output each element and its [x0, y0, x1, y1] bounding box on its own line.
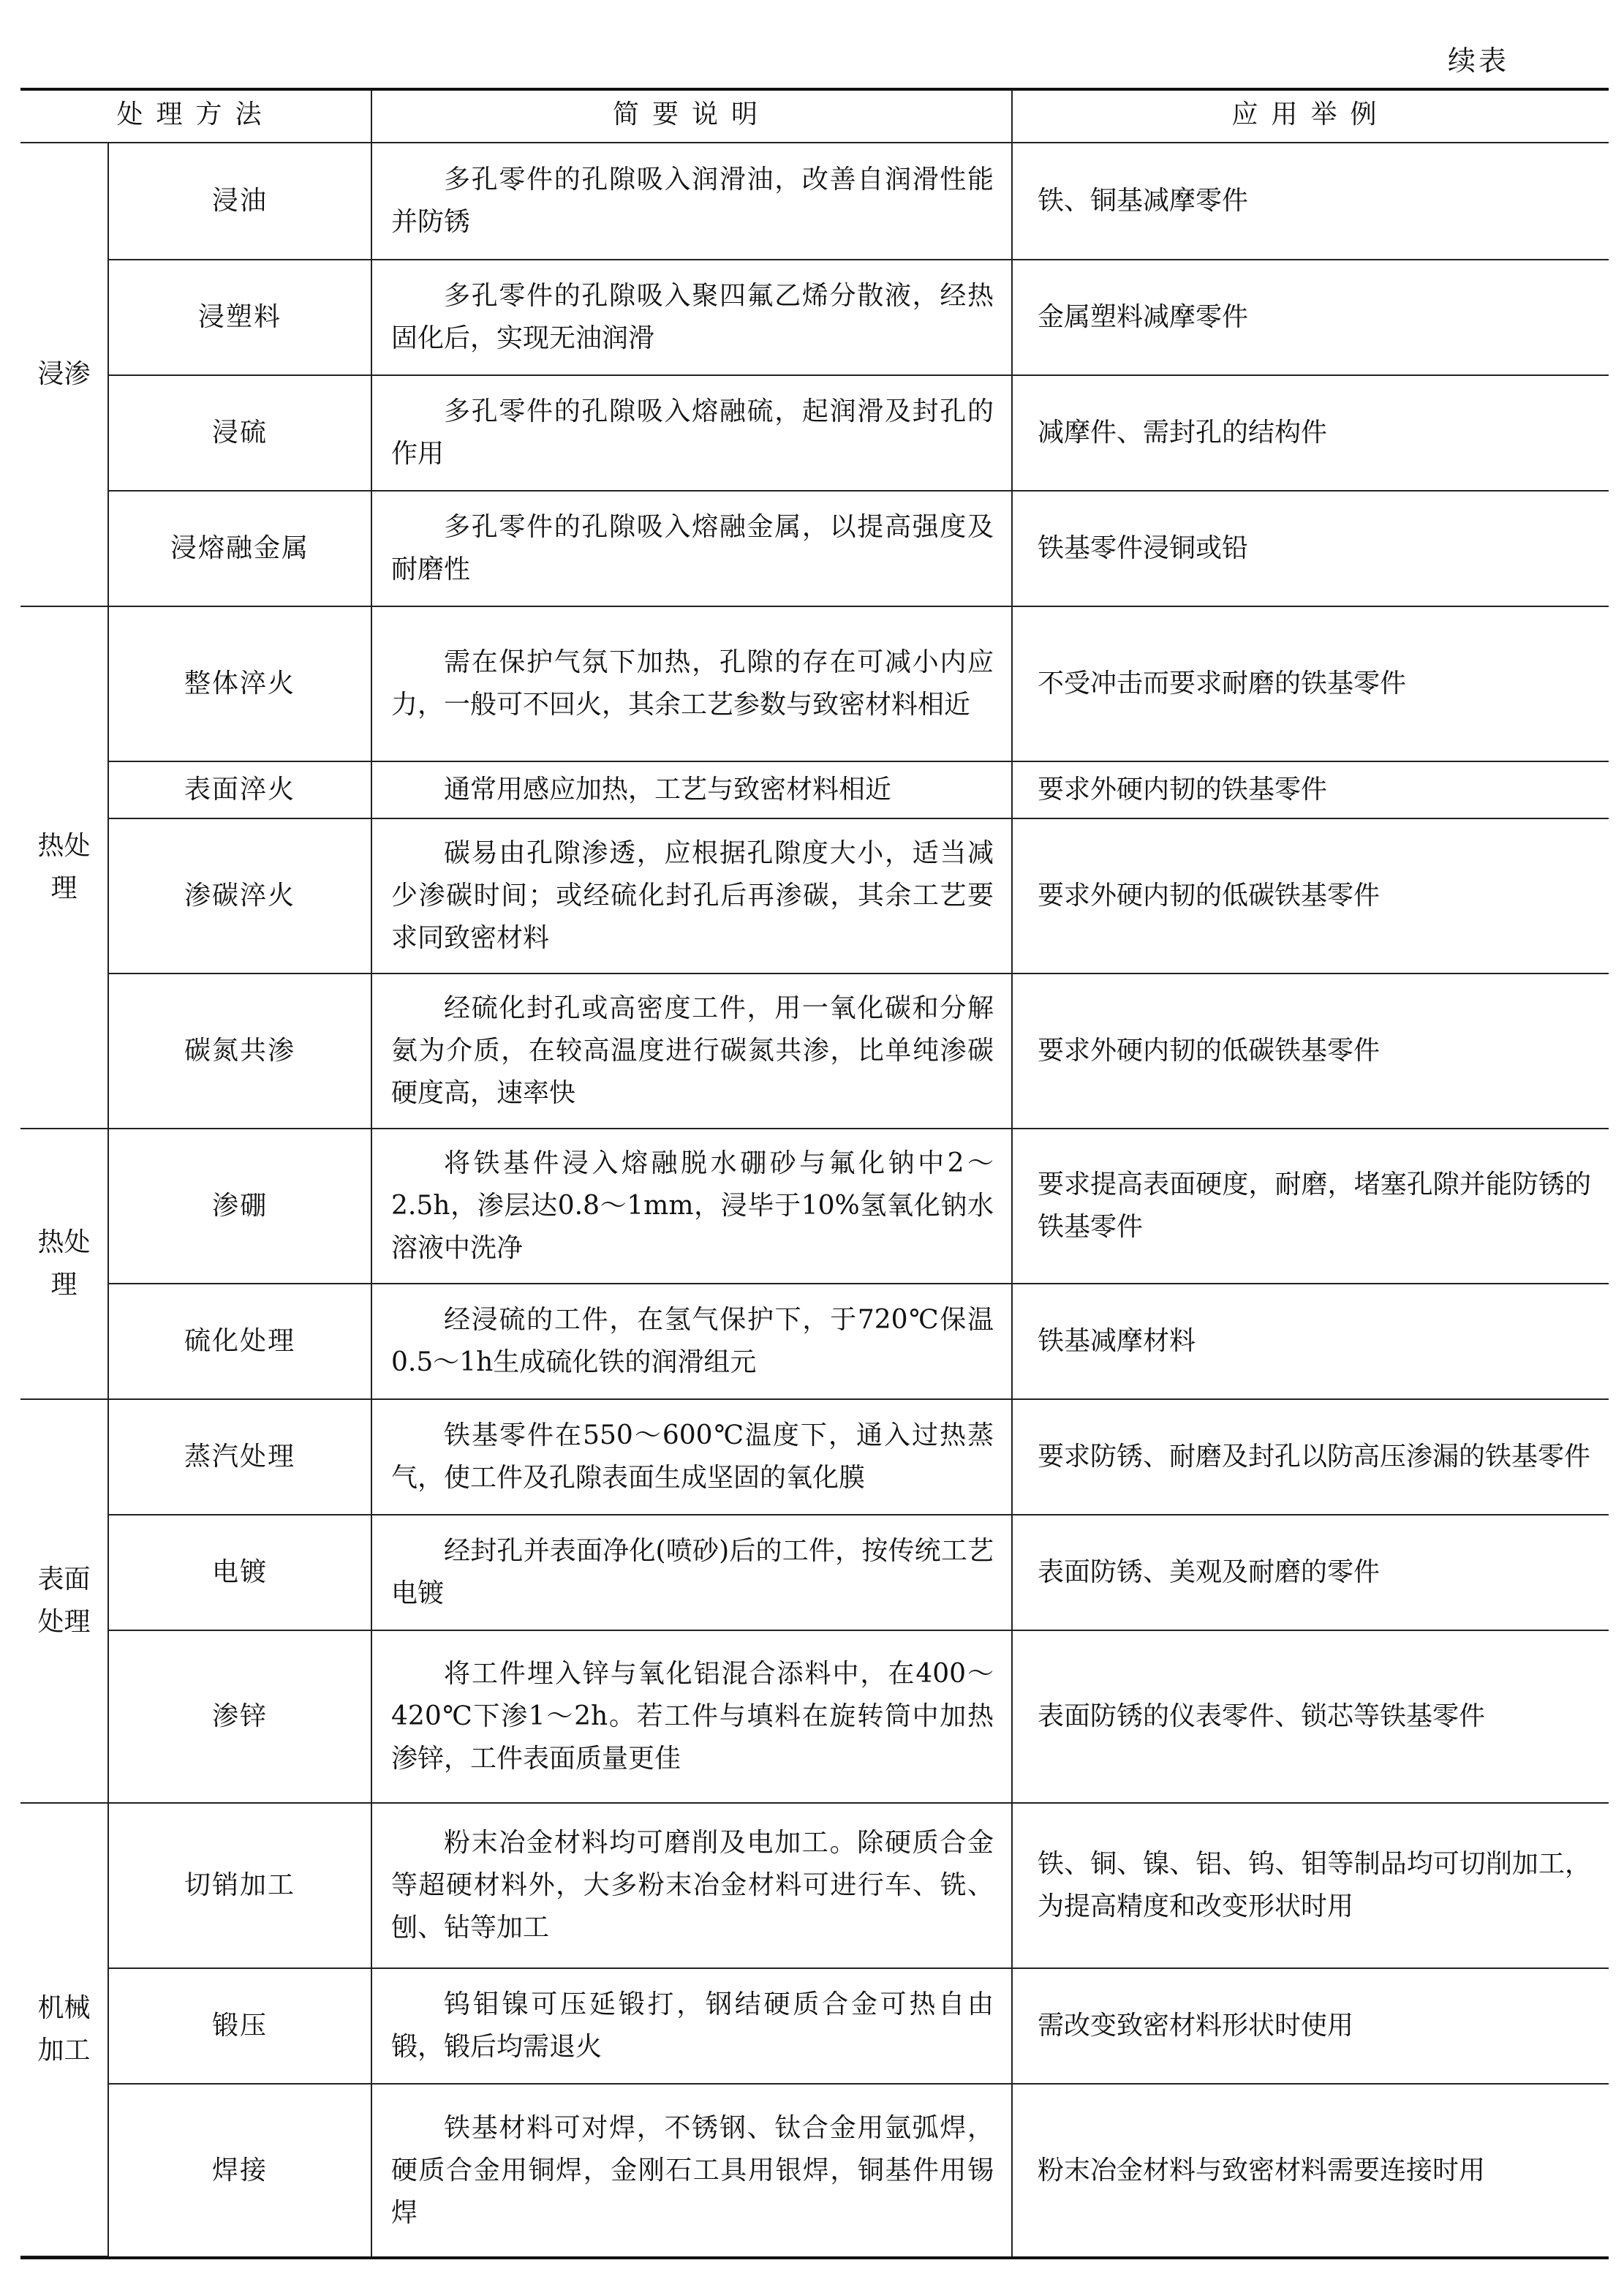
table-header-row	[20, 88, 1609, 143]
treatment-table	[20, 88, 1609, 2257]
table-row	[20, 1630, 1609, 1803]
description-cell: 多孔零件的孔隙吸入熔融金属，以提高强度及耐磨性	[371, 491, 1012, 606]
description-cell: 多孔零件的孔隙吸入聚四氟乙烯分散液，经热固化后，实现无油润滑	[371, 260, 1012, 375]
application-cell: 不受冲击而要求耐磨的铁基零件	[1012, 606, 1609, 761]
method-cell: 浸油	[108, 143, 371, 260]
table-row	[20, 1284, 1609, 1399]
application-cell: 表面防锈的仪表零件、锁芯等铁基零件	[1012, 1630, 1609, 1803]
method-cell: 碳氮共渗	[108, 974, 371, 1129]
table-row	[20, 143, 1609, 260]
application-cell: 铁、铜、镍、铝、钨、钼等制品均可切削加工，为提高精度和改变形状时用	[1012, 1803, 1609, 1968]
header-method: 处理方法	[20, 88, 371, 143]
application-cell: 铁、铜基减摩零件	[1012, 143, 1609, 260]
method-cell: 浸塑料	[108, 260, 371, 375]
method-cell: 硫化处理	[108, 1284, 371, 1399]
table-top-rule	[20, 88, 1609, 91]
table-row	[20, 260, 1609, 375]
table-row	[20, 761, 1609, 818]
table-row	[20, 1129, 1609, 1284]
table-bottom-rule	[20, 2256, 1609, 2259]
application-cell: 铁基零件浸铜或铅	[1012, 491, 1609, 606]
description-cell: 多孔零件的孔隙吸入润滑油，改善自润滑性能并防锈	[371, 143, 1012, 260]
method-cell: 表面淬火	[108, 761, 371, 818]
application-cell: 金属塑料减摩零件	[1012, 260, 1609, 375]
description-cell: 多孔零件的孔隙吸入熔融硫，起润滑及封孔的作用	[371, 375, 1012, 491]
description-cell: 粉末冶金材料均可磨削及电加工。除硬质合金等超硬材料外，大多粉末冶金材料可进行车、铣、刨、钻等加工	[371, 1803, 1012, 1968]
category-cell: 热处理	[20, 606, 108, 1129]
header-description: 简要说明	[371, 88, 1012, 143]
description-cell: 碳易由孔隙渗透，应根据孔隙度大小，适当减少渗碳时间；或经硫化封孔后再渗碳，其余工艺要求同致密材料	[371, 818, 1012, 974]
description-cell: 钨钼镍可压延锻打，钢结硬质合金可热自由锻，锻后均需退火	[371, 1968, 1012, 2084]
application-cell: 要求提高表面硬度，耐磨，堵塞孔隙并能防锈的铁基零件	[1012, 1129, 1609, 1284]
table-row	[20, 974, 1609, 1129]
table-row	[20, 375, 1609, 491]
application-cell: 表面防锈、美观及耐磨的零件	[1012, 1515, 1609, 1630]
application-cell: 铁基减摩材料	[1012, 1284, 1609, 1399]
category-cell: 浸渗	[20, 143, 108, 606]
description-cell: 经硫化封孔或高密度工件，用一氧化碳和分解氨为介质，在较高温度进行碳氮共渗，比单纯渗碳硬度高，速率快	[371, 974, 1012, 1129]
method-cell: 电镀	[108, 1515, 371, 1630]
method-cell: 渗锌	[108, 1630, 371, 1803]
application-cell: 粉末冶金材料与致密材料需要连接时用	[1012, 2084, 1609, 2256]
table-row	[20, 818, 1609, 974]
table-row	[20, 2084, 1609, 2256]
description-cell: 将铁基件浸入熔融脱水硼砂与氟化钠中2～2.5h，渗层达0.8～1mm，浸毕于10%氢氧化钠水溶液中洗净	[371, 1129, 1012, 1284]
description-cell: 铁基零件在550～600℃温度下，通入过热蒸气，使工件及孔隙表面生成坚固的氧化膜	[371, 1399, 1012, 1515]
method-cell: 焊接	[108, 2084, 371, 2256]
category-cell: 表面处理	[20, 1399, 108, 1803]
table-row	[20, 1399, 1609, 1515]
application-cell: 需改变致密材料形状时使用	[1012, 1968, 1609, 2084]
method-cell: 锻压	[108, 1968, 371, 2084]
description-cell: 需在保护气氛下加热，孔隙的存在可减小内应力，一般可不回火，其余工艺参数与致密材料相近	[371, 606, 1012, 761]
description-cell: 通常用感应加热，工艺与致密材料相近	[371, 761, 1012, 818]
table-row	[20, 606, 1609, 761]
application-cell: 要求防锈、耐磨及封孔以防高压渗漏的铁基零件	[1012, 1399, 1609, 1515]
method-cell: 渗硼	[108, 1129, 371, 1284]
table-row	[20, 1515, 1609, 1630]
table-row	[20, 1968, 1609, 2084]
description-cell: 将工件埋入锌与氧化铝混合添料中，在400～420℃下渗1～2h。若工件与填料在旋转筒中加热渗锌，工件表面质量更佳	[371, 1630, 1012, 1803]
description-cell: 铁基材料可对焊，不锈钢、钛合金用氩弧焊，硬质合金用铜焊，金刚石工具用银焊，铜基件用锡焊	[371, 2084, 1012, 2256]
method-cell: 浸熔融金属	[108, 491, 371, 606]
header-application: 应用举例	[1012, 88, 1609, 143]
method-cell: 渗碳淬火	[108, 818, 371, 974]
method-cell: 整体淬火	[108, 606, 371, 761]
method-cell: 切销加工	[108, 1803, 371, 1968]
application-cell: 减摩件、需封孔的结构件	[1012, 375, 1609, 491]
treatment-table-wrap	[20, 88, 1609, 2257]
table-row	[20, 491, 1609, 606]
continued-label: 续表	[1448, 45, 1510, 77]
method-cell: 浸硫	[108, 375, 371, 491]
category-cell: 热处理	[20, 1129, 108, 1399]
description-cell: 经封孔并表面净化(喷砂)后的工件，按传统工艺电镀	[371, 1515, 1012, 1630]
method-cell: 蒸汽处理	[108, 1399, 371, 1515]
category-cell: 机械加工	[20, 1803, 108, 2256]
application-cell: 要求外硬内韧的低碳铁基零件	[1012, 818, 1609, 974]
description-cell: 经浸硫的工件，在氢气保护下，于720℃保温0.5～1h生成硫化铁的润滑组元	[371, 1284, 1012, 1399]
application-cell: 要求外硬内韧的低碳铁基零件	[1012, 974, 1609, 1129]
table-row	[20, 1803, 1609, 1968]
application-cell: 要求外硬内韧的铁基零件	[1012, 761, 1609, 818]
